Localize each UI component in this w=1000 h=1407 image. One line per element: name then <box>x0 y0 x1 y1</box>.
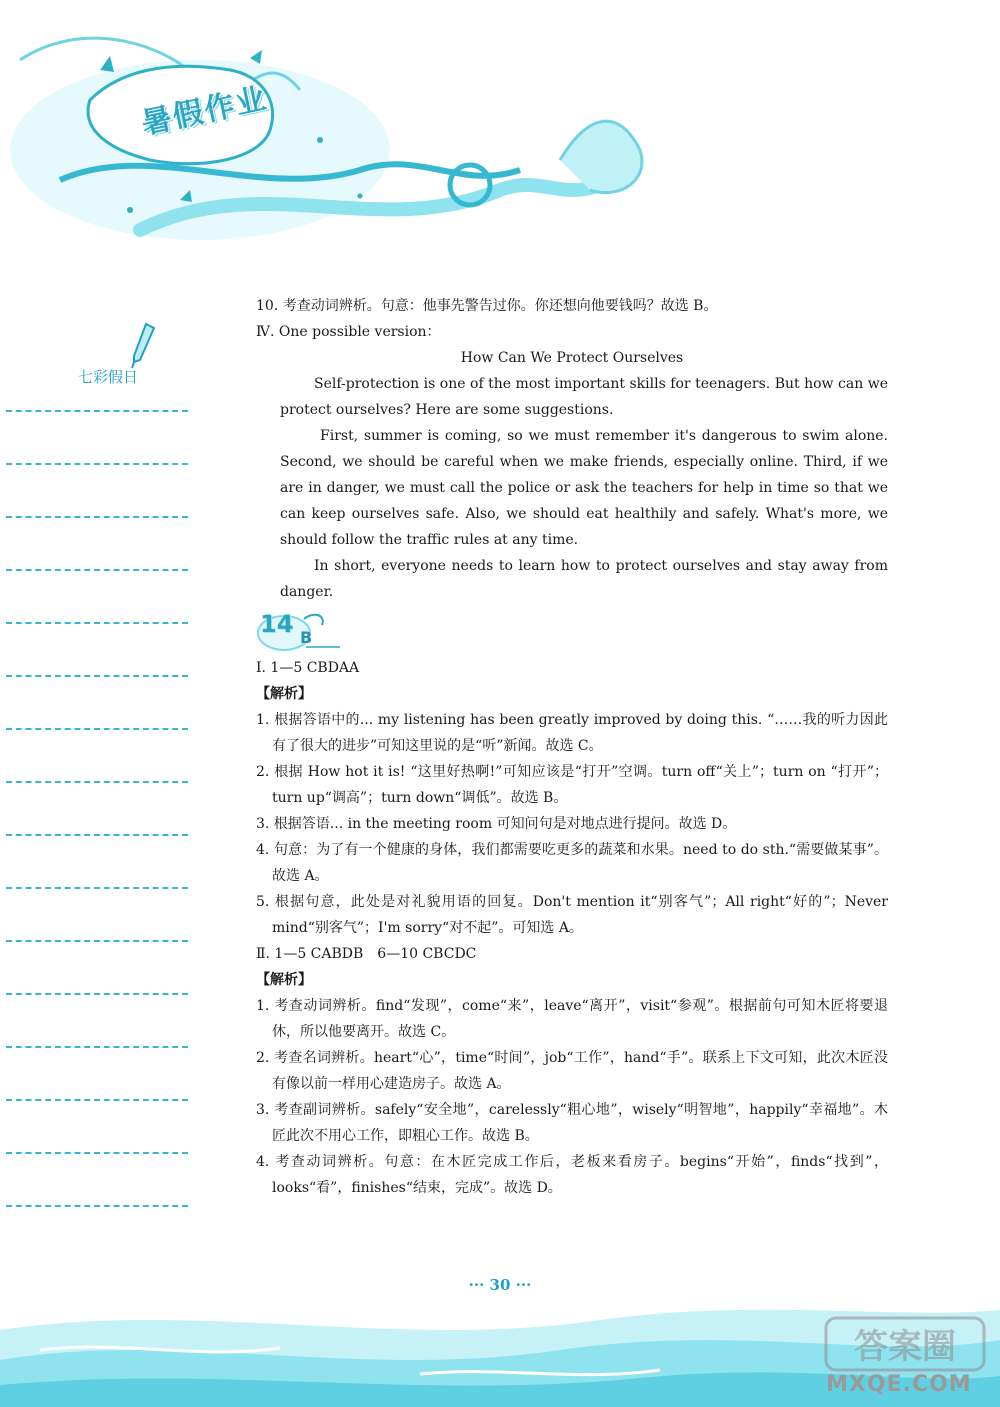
section2-item-2: 2. 考查名词辨析。heart“心”，time“时间”，job“工作”，hand“手”。联系上下文可知，此次木匠没有像以前一样用心建造房子。故选 A。 <box>256 1050 888 1092</box>
unit-number: 14 <box>260 610 294 638</box>
essay-paragraph-3: In short, everyone needs to learn how to protect ourselves and stay away from danger. <box>280 558 888 600</box>
section2-item-4: 4. 考查动词辨析。句意：在木匠完成工作后，老板来看房子。begins“开始”，finds“找到”，looks“看”，finishes“结束，完成”。故选 D。 <box>256 1154 888 1196</box>
section2-item-3: 3. 考查副词辨析。safely“安全地”，carelessly“粗心地”，wisely“明智地”，happily“幸福地”。木匠此次不用心工作，即粗心工作。故选 B。 <box>256 1102 888 1144</box>
answer-line-10: 10. 考查动词辨析。句意：他事先警告过你。你还想向他要钱吗？故选 B。 <box>256 298 718 314</box>
sidebar-brand: 七彩假日 <box>78 368 139 386</box>
section1-item-4: 4. 句意：为了有一个健康的身体，我们都需要吃更多的蔬菜和水果。need to do sth.“需要做某事”。故选 A。 <box>256 842 888 884</box>
margin-dash-line <box>6 1099 188 1101</box>
margin-dash-line <box>6 675 188 677</box>
section1-analysis-label: 【解析】 <box>256 686 312 702</box>
margin-dash-line <box>6 516 188 518</box>
margin-dash-line <box>6 781 188 783</box>
section2-analysis-label: 【解析】 <box>256 972 312 988</box>
margin-dash-line <box>6 463 188 465</box>
page-number: ··· 30 ··· <box>468 1276 532 1294</box>
margin-dash-line <box>6 940 188 942</box>
watermark-text: 答案圈 <box>854 1327 956 1367</box>
header-banner-title: 暑假作业 <box>138 80 271 142</box>
section1-item-5: 5. 根据句意，此处是对礼貌用语的回复。Don't mention it“别客气”；All right“好的”；Never mind“别客气”；I'm sorry“对不起”。可知选 A。 <box>256 894 888 936</box>
margin-dash-line <box>6 993 188 995</box>
main-content <box>256 293 888 1201</box>
section1-item-2: 2. 根据 How hot it is! “这里好热啊!”可知应该是“打开”空调。turn off“关上”；turn on “打开”；turn up“调高”；turn down“调低”。故选 B。 <box>256 764 888 806</box>
essay-title: How Can We Protect Ourselves <box>460 350 684 366</box>
margin-dash-line <box>6 569 188 571</box>
watermark-site: MXQE.COM <box>826 1372 972 1397</box>
margin-dash-line <box>6 622 188 624</box>
margin-dash-line <box>6 834 188 836</box>
unit-badge <box>256 609 888 653</box>
margin-dash-line <box>6 1152 188 1154</box>
unit-letter: B <box>300 628 313 647</box>
margin-dash-line <box>6 887 188 889</box>
section1-item-3: 3. 根据答语... in the meeting room 可知问句是对地点进行提问。故选 D。 <box>256 816 737 832</box>
section2-item-1: 1. 考查动词辨析。find“发现”，come“来”，leave“离开”，visit“参观”。根据前句可知木匠将要退休，所以他要离开。故选 C。 <box>256 998 888 1040</box>
essay-paragraph-2: First, summer is coming, so we must remember it's dangerous to swim alone. Second, we should be careful when we make friends, especially online. Third, if we are in danger, we must call the police or ask the teachers for help in time so that we can keep ourselves safe. Also, we should eat healthily and safely. What's more, we should follow the traffic rules at any time. <box>280 428 888 548</box>
essay-paragraph-1: Self-protection is one of the most important skills for teenagers. But how can we protect ourselves? Here are some suggestions. <box>280 376 888 418</box>
writing-section-heading: Ⅳ. One possible version： <box>256 324 441 340</box>
pencil-icon <box>128 322 158 370</box>
section2-answers: Ⅱ. 1—5 CABDB 6—10 CBCDC <box>256 946 477 962</box>
margin-dash-line <box>6 1205 188 1207</box>
section1-answers: Ⅰ. 1—5 CBDAA <box>256 660 360 676</box>
margin-dash-line <box>6 410 188 412</box>
margin-dash-line <box>6 1046 188 1048</box>
section1-item-1: 1. 根据答语中的... my listening has been greatly improved by doing this. “……我的听力因此有了很大的进步”可知这里说的是“听”新闻。故选 C。 <box>256 712 888 754</box>
margin-dash-line <box>6 728 188 730</box>
